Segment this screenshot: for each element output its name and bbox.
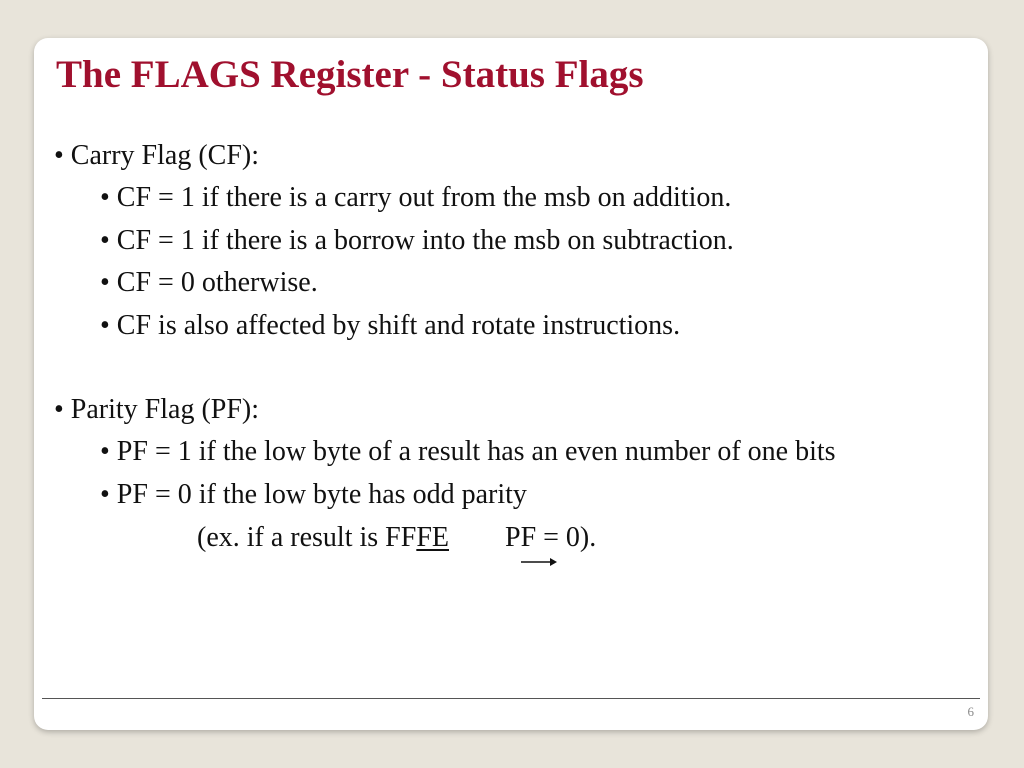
parity-flag-item: • PF = 0 if the low byte has odd parity — [100, 479, 527, 510]
footer-divider — [42, 698, 980, 699]
example-underlined-byte: FE — [416, 522, 449, 553]
carry-flag-item: • CF = 1 if there is a borrow into the msb on subtraction. — [100, 225, 734, 256]
carry-flag-item: • CF = 0 otherwise. — [100, 267, 318, 298]
example-suffix: PF = 0). — [505, 522, 597, 553]
page-number: 6 — [967, 704, 974, 719]
slide — [34, 38, 988, 730]
parity-flag-heading: • Parity Flag (PF): — [54, 394, 260, 425]
carry-flag-item: • CF = 1 if there is a carry out from the msb on addition. — [100, 182, 732, 213]
parity-example — [197, 521, 596, 555]
carry-flag-item: • CF is also affected by shift and rotate instructions. — [100, 310, 681, 341]
parity-flag-item: • PF = 1 if the low byte of a result has an even number of one bits — [100, 436, 836, 467]
right-arrow-icon — [520, 554, 558, 568]
carry-flag-heading: • Carry Flag (CF): — [54, 140, 260, 171]
example-prefix: (ex. if a result is FF — [197, 522, 417, 553]
slide-title: The FLAGS Register - Status Flags — [56, 53, 644, 96]
